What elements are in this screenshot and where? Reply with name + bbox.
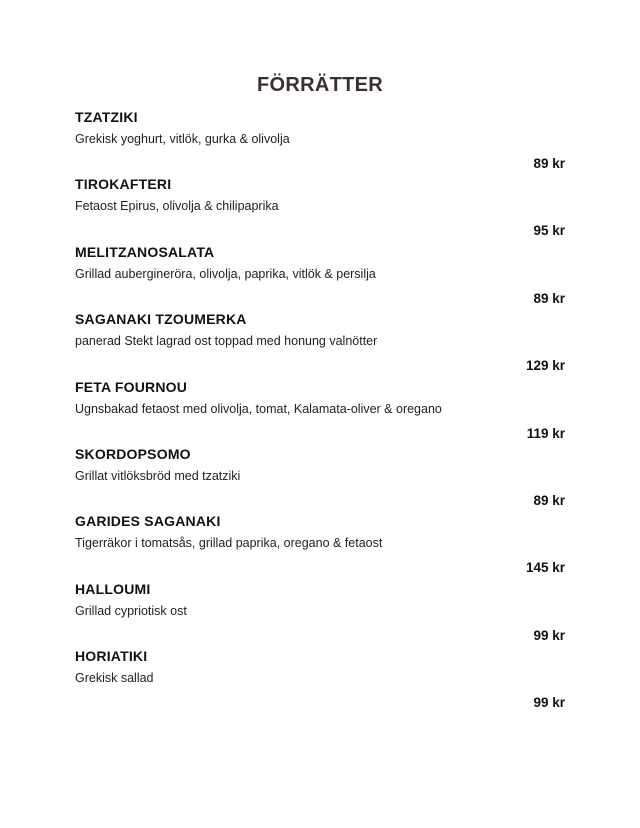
item-description: panerad Stekt lagrad ost toppad med honung valnötter <box>75 334 378 349</box>
menu-item <box>75 513 565 580</box>
item-price: 129 kr <box>525 358 565 374</box>
menu-item <box>75 109 565 176</box>
item-name: MELITZANOSALATA <box>75 243 215 260</box>
menu-item <box>75 446 565 513</box>
menu-list <box>75 109 565 716</box>
item-description: Tigerräkor i tomatsås, grillad paprika, oregano & fetaost <box>75 536 383 551</box>
item-name: FETA FOURNOU <box>75 378 188 395</box>
item-name: HORIATIKI <box>75 648 148 665</box>
menu-item <box>75 244 565 311</box>
item-description: Grillad cypriotisk ost <box>75 603 187 618</box>
item-price: 89 kr <box>533 156 565 171</box>
menu-item <box>75 311 565 378</box>
menu-item <box>75 581 565 648</box>
item-name: SAGANAKI TZOUMERKA <box>75 311 247 328</box>
item-description: Grillat vitlöksbröd med tzatziki <box>75 468 241 483</box>
item-price: 99 kr <box>533 627 565 643</box>
page-title: FÖRRÄTTER <box>256 74 384 96</box>
item-description: Grekisk yoghurt, vitlök, gurka & olivolja <box>75 132 290 146</box>
item-description: Grekisk sallad <box>75 671 154 686</box>
item-price: 95 kr <box>533 223 565 239</box>
item-name: TIROKAFTERI <box>75 176 172 193</box>
item-name: TZATZIKI <box>75 109 138 125</box>
item-name: SKORDOPSOMO <box>75 445 191 462</box>
menu-item <box>75 379 565 446</box>
menu-item <box>75 176 565 243</box>
menu-item <box>75 648 565 715</box>
item-name: HALLOUMI <box>75 580 151 597</box>
item-name: GARIDES SAGANAKI <box>75 513 221 530</box>
item-price: 89 kr <box>533 290 565 306</box>
item-description: Grillad auberginеröra, olivolja, paprika, vitlök & persilja <box>75 266 376 281</box>
item-price: 145 kr <box>525 560 565 576</box>
item-description: Fetaost Epirus, olivolja & chilipaprika <box>75 199 279 214</box>
item-description: Ugnsbakad fetaost med olivolja, tomat, Kalamata-oliver & oregano <box>75 401 442 416</box>
item-price: 99 kr <box>533 695 565 711</box>
item-price: 89 kr <box>533 492 565 508</box>
item-price: 119 kr <box>526 425 565 441</box>
